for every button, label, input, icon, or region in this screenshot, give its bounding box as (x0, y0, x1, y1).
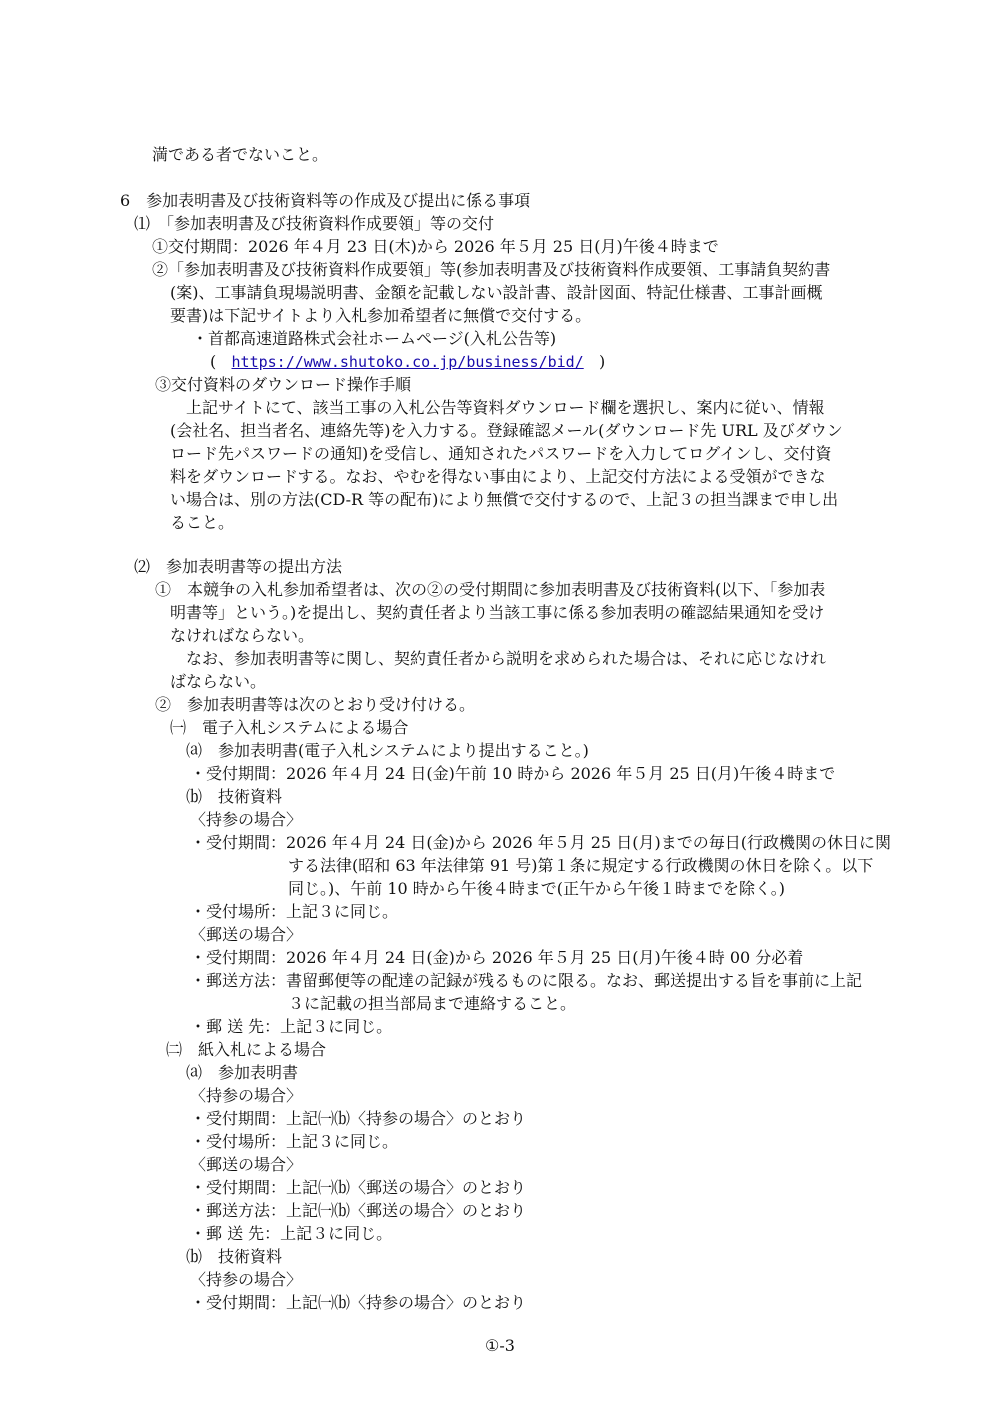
text-line: ㈠ 電子入札システムによる場合 (170, 718, 409, 737)
text-line: ㈡ 紙入札による場合 (166, 1040, 327, 1059)
text-line: ⒝ 技術資料 (186, 787, 283, 806)
text-line: ・首都高速道路株式会社ホームページ(入札公告等) (192, 329, 557, 348)
text-line: ・郵 送 先：上記３に同じ。 (190, 1224, 393, 1243)
text-line: 上記サイトにて、該当工事の入札公告等資料ダウンロード欄を選択し、案内に従い、情報 (186, 398, 825, 417)
text-line: ・受付期間：上記㈠⒝〈持参の場合〉のとおり (190, 1293, 527, 1312)
text-line: (会社名、担当者名、連絡先等)を入力する。登録確認メール(ダウンロード先 URL 及びダウン (170, 421, 843, 440)
text-line: ロード先パスワードの通知)を受信し、通知されたパスワードを入力してログインし、交付資 (170, 444, 832, 463)
text-line: ・郵送方法：上記㈠⒝〈郵送の場合〉のとおり (190, 1201, 527, 1220)
page-number: ①-3 (485, 1336, 515, 1355)
paren-open: ( (210, 352, 217, 371)
text-line: ⒜ 参加表明書 (186, 1063, 299, 1082)
text-line: ② 参加表明書等は次のとおり受け付ける。 (155, 695, 476, 714)
text-line: ① 本競争の入札参加希望者は、次の②の受付期間に参加表明書及び技術資料(以下、「参加表 (155, 580, 826, 599)
text-line: (案)、工事請負現場説明書、金額を記載しない設計書、設計図面、特記仕様書、工事計画概 (170, 283, 823, 302)
text-line: ③交付資料のダウンロード操作手順 (155, 375, 412, 394)
url-line (210, 351, 605, 373)
text-line: 〈持参の場合〉 (190, 810, 303, 829)
text-line: ②「参加表明書及び技術資料作成要領」等(参加表明書及び技術資料作成要領、工事請負契約書 (152, 260, 831, 279)
text-line: ・受付場所：上記３に同じ。 (190, 902, 399, 921)
bid-url-link[interactable]: https://www.shutoko.co.jp/business/bid/ (231, 353, 584, 371)
text-line: ３に記載の担当部局まで連絡すること。 (288, 994, 577, 1013)
text-line: 〈郵送の場合〉 (190, 925, 303, 944)
text-line: 料をダウンロードする。なお、やむを得ない事由により、上記交付方法による受領ができな (170, 467, 826, 486)
text-line: 明書等」という。)を提出し、契約責任者より当該工事に係る参加表明の確認結果通知を受け (170, 603, 825, 622)
text-line: ・郵 送 先：上記３に同じ。 (190, 1017, 393, 1036)
subsection-heading: ⑴ 「参加表明書及び技術資料作成要領」等の交付 (134, 214, 495, 233)
text-line: ・受付期間：2026 年４月 24 日(金)から 2026 年５月 25 日(月)午後４時 00 分必着 (190, 948, 804, 967)
text-line: 同じ。)、午前 10 時から午後４時まで(正午から午後１時までを除く。) (288, 879, 785, 898)
text-line: ・受付期間：2026 年４月 24 日(金)午前 10 時から 2026 年５月 25 日(月)午後４時まで (190, 764, 836, 783)
text-line: 〈持参の場合〉 (190, 1086, 303, 1105)
text-line: なければならない。 (170, 626, 315, 645)
text-line: ・受付期間：2026 年４月 24 日(金)から 2026 年５月 25 日(月)までの毎日(行政機関の休日に関 (190, 833, 891, 852)
text-line: ・受付場所：上記３に同じ。 (190, 1132, 399, 1151)
text-line: ⒜ 参加表明書(電子入札システムにより提出すること。) (186, 741, 589, 760)
text-line: ・受付期間：上記㈠⒝〈郵送の場合〉のとおり (190, 1178, 527, 1197)
text-line: 満である者でないこと。 (152, 145, 329, 164)
text-line: 要書)は下記サイトより入札参加希望者に無償で交付する。 (170, 306, 592, 325)
text-line: ること。 (170, 513, 235, 532)
text-line: ①交付期間：2026 年４月 23 日(木)から 2026 年５月 25 日(月)午後４時まで (152, 237, 719, 256)
text-line: する法律(昭和 63 年法律第 91 号)第１条に規定する行政機関の休日を除く。以下 (288, 856, 874, 875)
text-line: 〈郵送の場合〉 (190, 1155, 303, 1174)
text-line: ・郵送方法：書留郵便等の配達の記録が残るものに限る。なお、郵送提出する旨を事前に上記 (190, 971, 863, 990)
text-line: ・受付期間：上記㈠⒝〈持参の場合〉のとおり (190, 1109, 527, 1128)
section-heading: 6 参加表明書及び技術資料等の作成及び提出に係る事項 (120, 191, 531, 210)
text-line: なお、参加表明書等に関し、契約責任者から説明を求められた場合は、それに応じなけれ (186, 649, 827, 668)
text-line: い場合は、別の方法(CD-R 等の配布)により無償で交付するので、上記３の担当課まで申し出 (170, 490, 839, 509)
text-line: ばならない。 (170, 672, 267, 691)
text-line: ⒝ 技術資料 (186, 1247, 283, 1266)
paren-close: ) (598, 352, 606, 371)
text-line: 〈持参の場合〉 (190, 1270, 303, 1289)
subsection-heading: ⑵ 参加表明書等の提出方法 (134, 557, 343, 576)
